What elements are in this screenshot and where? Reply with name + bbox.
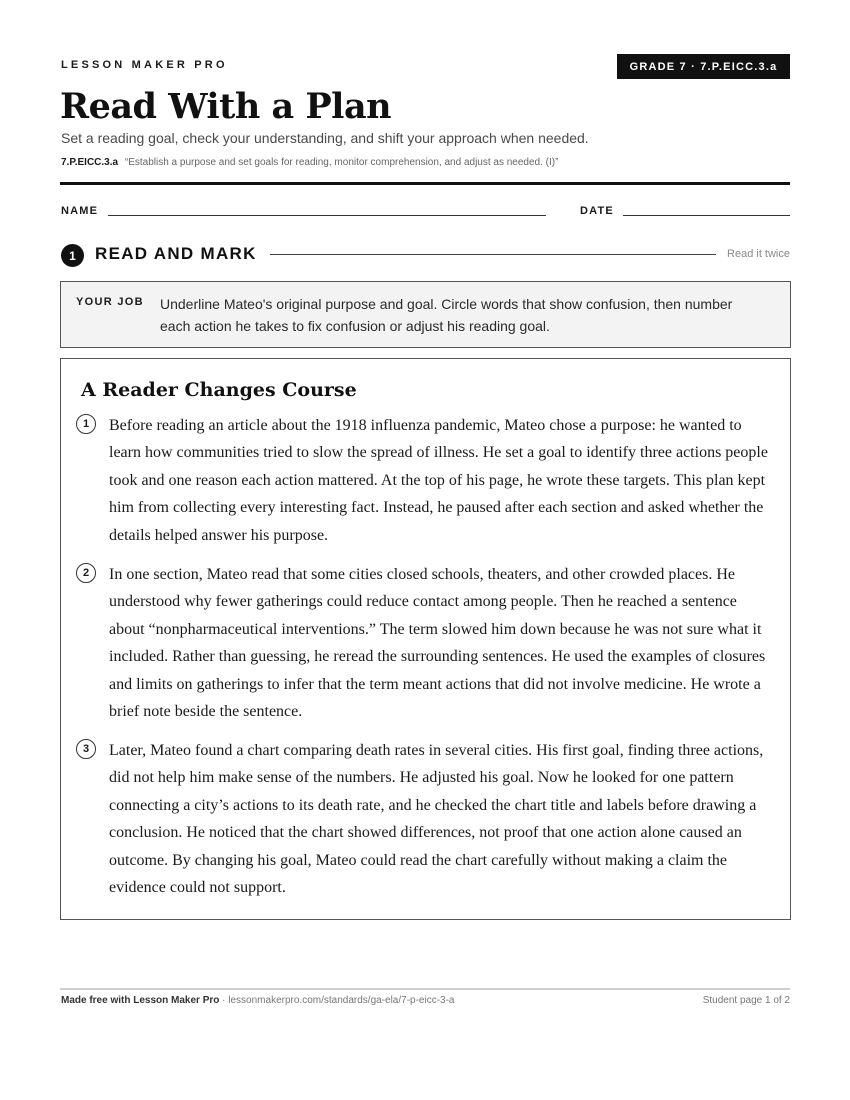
job-label: YOUR JOB — [76, 296, 144, 308]
passage-box — [60, 358, 791, 920]
header-divider — [60, 182, 790, 185]
footer-brand: Made free with Lesson Maker Pro — [61, 995, 220, 1006]
section-title: READ AND MARK — [95, 244, 257, 263]
footer-url: · lessonmakerpro.com/standards/ga-ela/7-p-eicc-3-a — [219, 995, 455, 1006]
paragraph-text: Later, Mateo found a chart comparing death rates in several cities. His first goal, finding three actions, did not help him make sense of the numbers. He adjusted his goal. Now he looked for one pattern connecting a city’s actions to its death rate, and he checked the chart title and labels before drawing a conclusion. He noticed that the chart showed differences, not proof that one action alone caused an outcome. By changing his goal, Mateo could read the chart carefully without making a claim the evidence could not support. — [109, 742, 764, 897]
page-indicator: Student page 1 of 2 — [702, 995, 790, 1006]
job-instructions: Underline Mateo's original purpose and goal. Circle words that show confusion, then number each action he takes to fix confusion or adjust his reading goal. — [160, 296, 733, 334]
section-note: Read it twice — [727, 248, 790, 260]
footer-credit — [61, 995, 455, 1006]
date-label: DATE — [580, 205, 614, 217]
standard-code: 7.P.EICC.3.a — [61, 157, 119, 168]
paragraph-number-badge: 1 — [76, 414, 96, 434]
paragraph-number-badge: 2 — [76, 563, 96, 583]
paragraph-text: Before reading an article about the 1918 influenza pandemic, Mateo chose a purpose: he wanted to learn how communities tried to slow the spread of illness. He set a goal to identify three actions people took and one reason each action mattered. At the top of his page, he wrote these targets. This plan kept him from collecting every interesting fact. Instead, he paused after each section and asked whether the details helped answer his purpose. — [109, 417, 768, 544]
page-title: Read With a Plan — [60, 86, 392, 127]
name-label: NAME — [61, 205, 99, 217]
passage-title: A Reader Changes Course — [81, 379, 357, 401]
paragraph-text: In one section, Mateo read that some cities closed schools, theaters, and other crowded places. He understood why fewer gatherings could reduce contact among people. Then he reached a sentence about “nonpharmaceutical interventions.” The term slowed him down because he was not sure what it included. Rather than guessing, he reread the surrounding sentences. He used the examples of closures and limits on gatherings to infer that the term meant actions that did not involve medicine. He wrote a brief note beside the sentence. — [109, 566, 766, 721]
name-field[interactable] — [108, 215, 546, 216]
standard-line — [61, 157, 558, 168]
grade-badge: GRADE 7 · 7.P.EICC.3.a — [617, 54, 790, 79]
page-subtitle: Set a reading goal, check your understanding, and shift your approach when needed. — [61, 130, 589, 146]
footer-divider — [60, 988, 790, 990]
section-number-badge: 1 — [61, 244, 84, 267]
standard-description: “Establish a purpose and set goals for reading, monitor comprehension, and adjust as needed. (I)” — [124, 157, 559, 168]
paragraph-number-badge: 3 — [76, 739, 96, 759]
section-divider — [270, 254, 716, 255]
brand-label: LESSON MAKER PRO — [61, 59, 228, 71]
job-box — [60, 281, 791, 348]
date-field[interactable] — [623, 215, 790, 216]
